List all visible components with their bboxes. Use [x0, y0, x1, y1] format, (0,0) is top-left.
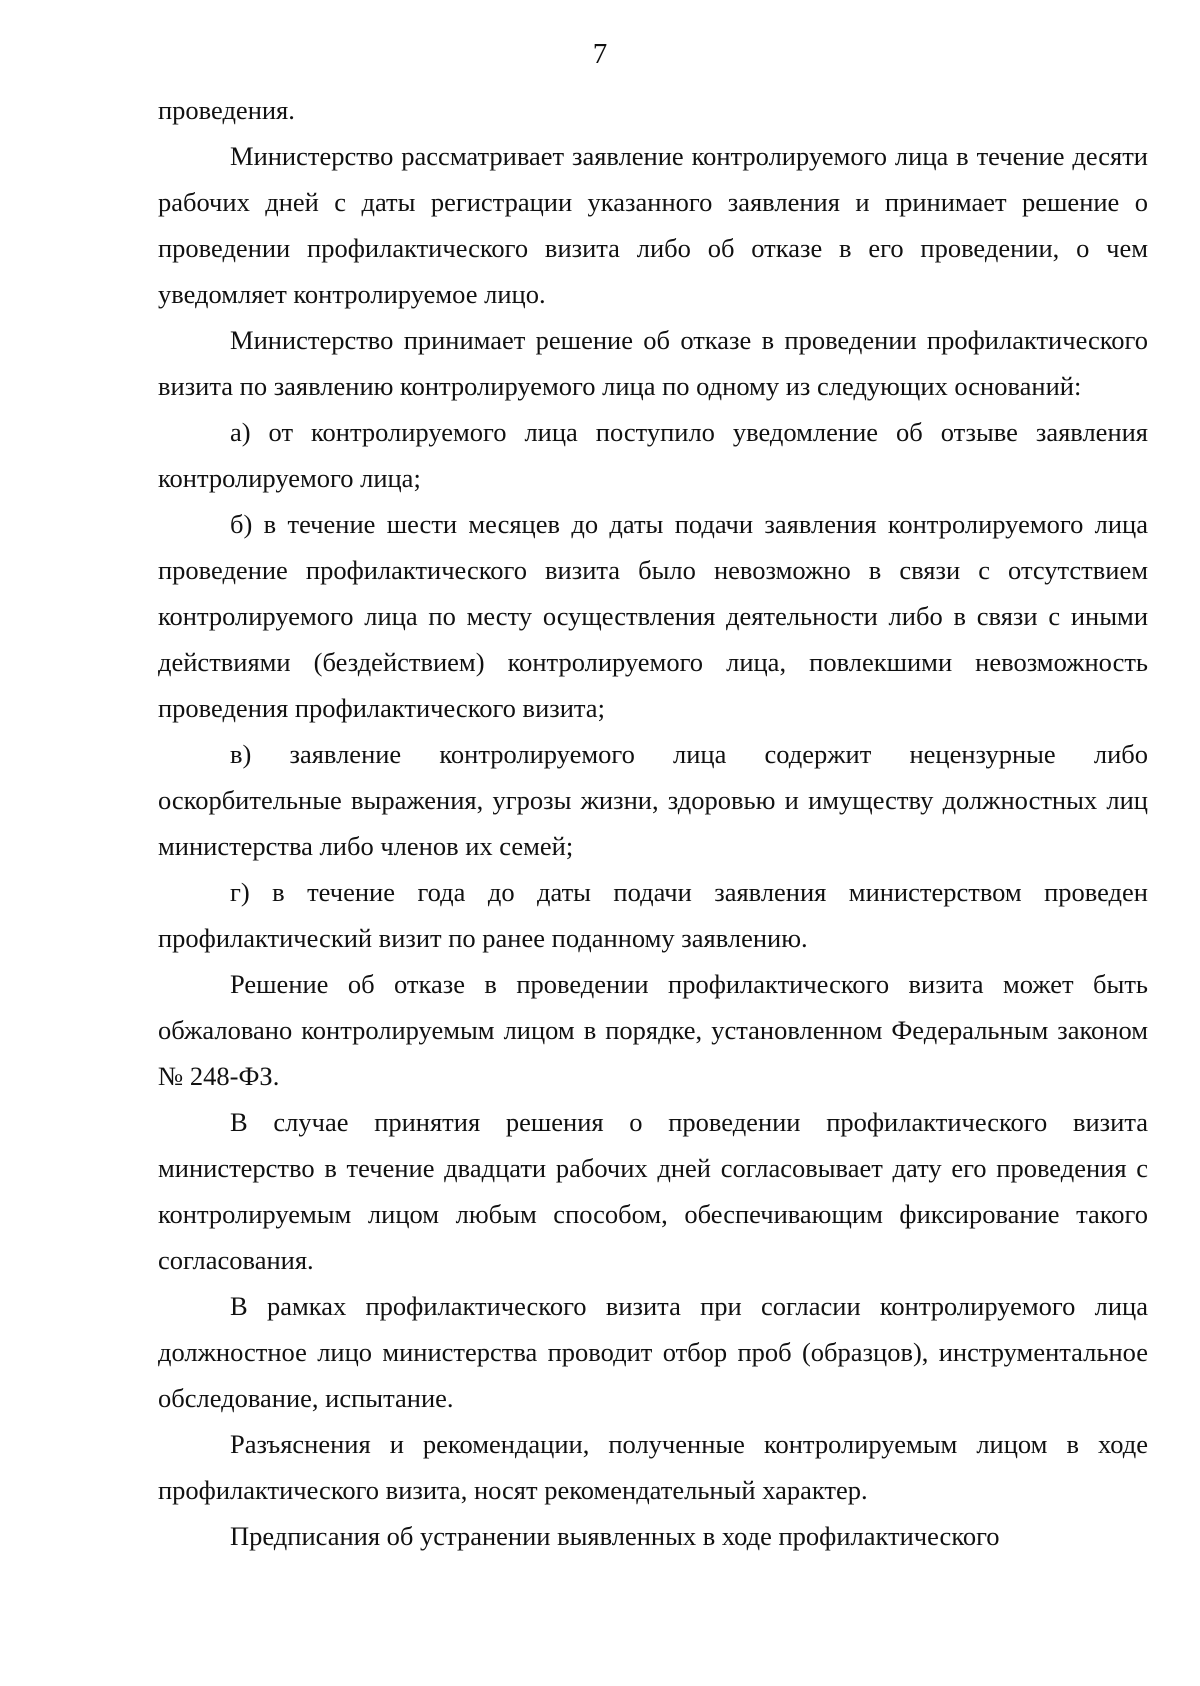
paragraph-prescriptions: Предписания об устранении выявленных в ходе профилактического — [230, 1521, 1000, 1551]
document-body — [158, 87, 1148, 1559]
list-item-v: в) заявление контролируемого лица содержит нецензурные либо оскорбительные выражения, угрозы жизни, здоровью и имуществу должностных лиц министерства либо членов их семей; — [158, 739, 1148, 861]
paragraph-continuation: проведения. — [158, 95, 295, 125]
list-item-g: г) в течение года до даты подачи заявления министерством проведен профилактический визит по ранее поданному заявлению. — [158, 877, 1148, 953]
paragraph-sampling: В рамках профилактического визита при согласии контролируемого лица должностное лицо министерства проводит отбор проб (образцов), инструментальное обследование, испытание. — [158, 1291, 1148, 1413]
paragraph-refusal-grounds-intro: Министерство принимает решение об отказе в проведении профилактического визита по заявлению контролируемого лица по одному из следующих оснований: — [158, 325, 1148, 401]
paragraph-review-term: Министерство рассматривает заявление контролируемого лица в течение десяти рабочих дней с даты регистрации указанного заявления и принимает решение о проведении профилактического визита либо об отказе в его проведении, о чем уведомляет контролируемое лицо. — [158, 141, 1148, 309]
page-number: 7 — [592, 38, 608, 70]
list-item-a: а) от контролируемого лица поступило уведомление об отзыве заявления контролируемого лица; — [158, 417, 1148, 493]
paragraph-appeal: Решение об отказе в проведении профилактического визита может быть обжаловано контролируемым лицом в порядке, установленном Федеральным законом № 248-ФЗ. — [158, 969, 1148, 1091]
list-item-b: б) в течение шести месяцев до даты подачи заявления контролируемого лица проведение профилактического визита было невозможно в связи с отсутствием контролируемого лица по месту осуществления деятельности либо в связи с иными действиями (бездействием) контролируемого лица, повлекшими невозможность проведения профилактического визита; — [158, 509, 1148, 723]
paragraph-recommendations: Разъяснения и рекомендации, полученные контролируемым лицом в ходе профилактического визита, носят рекомендательный характер. — [158, 1429, 1148, 1505]
paragraph-date-agreement: В случае принятия решения о проведении профилактического визита министерство в течение двадцати рабочих дней согласовывает дату его проведения с контролируемым лицом любым способом, обеспечивающим фиксирование такого согласования. — [158, 1107, 1148, 1275]
